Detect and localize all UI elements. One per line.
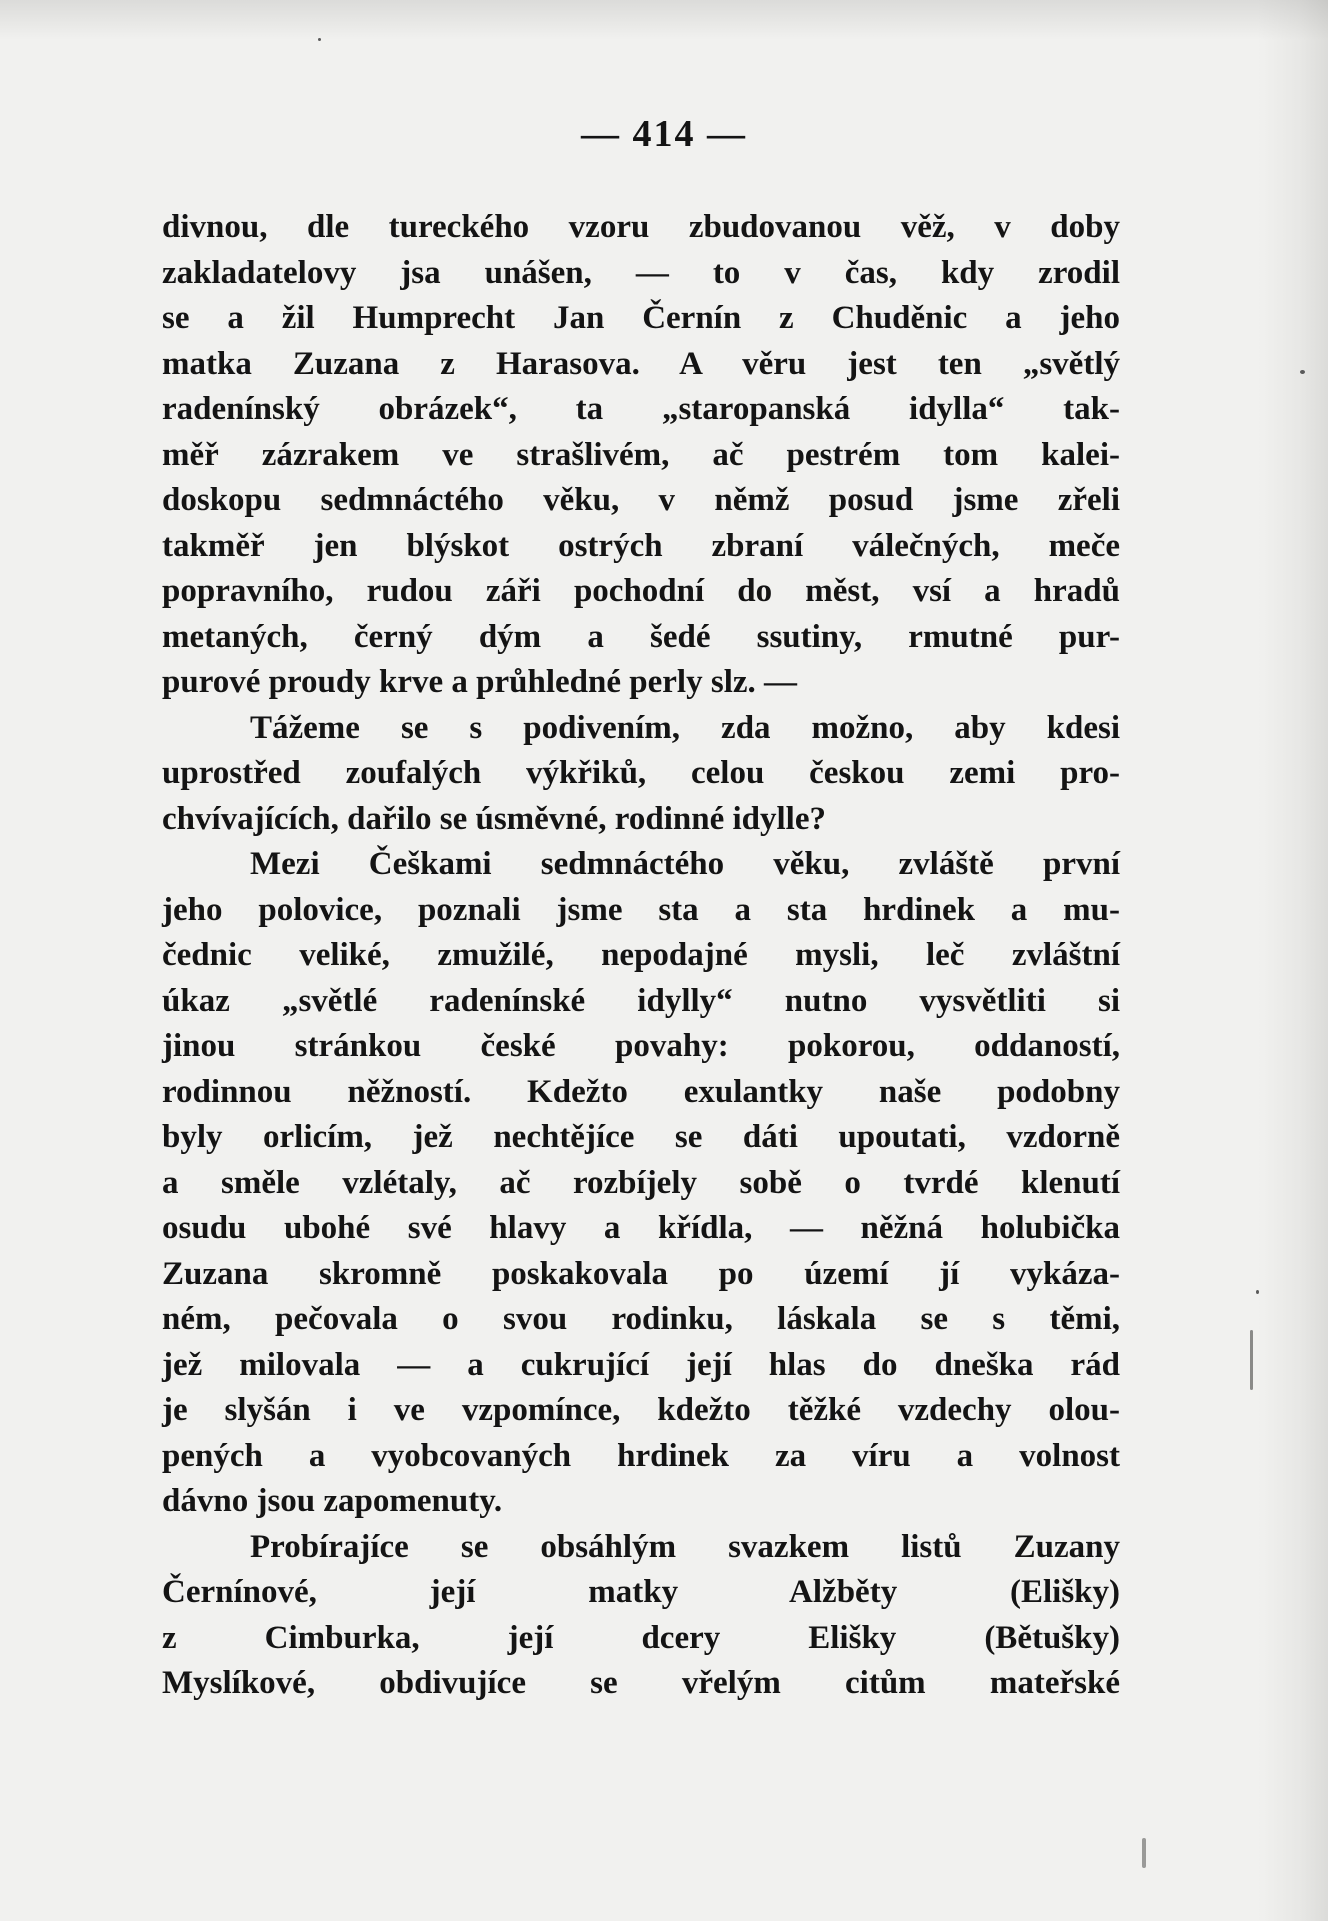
text-line: popravního, rudou záři pochodní do měst, vsí a hradů (162, 573, 1120, 609)
text-line: ném, pečovala o svou rodinku, láskala se s těmi, (162, 1301, 1120, 1337)
text-line: uprostřed zoufalých výkřiků, celou českou zemi pro- (162, 755, 1120, 791)
text-line: se a žil Humprecht Jan Černín z Chuděnic a jeho (162, 300, 1120, 336)
text-line: z Cimburka, její dcery Elišky (Bětušky) (162, 1619, 1120, 1656)
text-line: Černínové, její matky Alžběty (Elišky) (162, 1574, 1120, 1610)
text-line: matka Zuzana z Harasova. A věru jest ten „světlý (162, 345, 1120, 382)
text-line: metaných, černý dým a šedé ssutiny, rmutné pur- (162, 618, 1120, 655)
text-line: zakladatelovy jsa unášen, — to v čas, kdy zrodil (162, 254, 1120, 291)
page-number: — 414 — (581, 113, 747, 155)
text-line: radenínský obrázek“, ta „staropanská idylla“ tak- (162, 391, 1120, 427)
text-line: Myslíkové, obdivujíce se vřelým citům mateřské (162, 1665, 1120, 1701)
paragraph-first-line: Tážeme se s podivením, zda možno, aby kdesi (250, 709, 1120, 746)
scan-speck (1300, 370, 1305, 374)
text-line: doskopu sedmnáctého věku, v němž posud jsme zřeli (162, 482, 1120, 518)
text-line: byly orlicím, jež nechtějíce se dáti upoutati, vzdorně (162, 1119, 1120, 1155)
scan-top-shadow (0, 0, 1328, 40)
scan-speck (318, 38, 321, 41)
text-line: úkaz „světlé radenínské idylly“ nutno vysvětliti si (162, 982, 1120, 1019)
text-line: pených a vyobcovaných hrdinek za víru a volnost (162, 1437, 1120, 1474)
text-line: Zuzana skromně poskakovala po území jí vykáza- (162, 1255, 1120, 1292)
text-line: je slyšán i ve vzpomínce, kdežto těžké vzdechy olou- (162, 1392, 1120, 1428)
scan-speck (1256, 1290, 1259, 1294)
text-line: jež milovala — a cukrující její hlas do dneška rád (162, 1346, 1120, 1383)
text-line: takměř jen blýskot ostrých zbraní válečných, meče (162, 527, 1120, 564)
text-line: osudu ubohé své hlavy a křídla, — něžná holubička (162, 1210, 1120, 1246)
text-line: měř zázrakem ve strašlivém, ač pestrém tom kalei- (162, 436, 1120, 473)
page-spine-shadow (1258, 0, 1328, 1921)
scan-speck (1142, 1838, 1146, 1868)
text-line: dávno jsou zapomenuty. (162, 1483, 503, 1519)
text-line: chvívajících, dařilo se úsměvné, rodinné idylle? (162, 800, 826, 837)
paragraph-first-line: Probírajíce se obsáhlým svazkem listů Zuzany (250, 1528, 1120, 1565)
text-line: rodinnou něžností. Kdežto exulantky naše podobny (162, 1073, 1120, 1110)
text-line: purové proudy krve a průhledné perly slz. — (162, 664, 798, 700)
scan-speck (1250, 1330, 1253, 1390)
text-line: jeho polovice, poznali jsme sta a sta hrdinek a mu- (162, 891, 1120, 928)
paragraph-first-line: Mezi Češkami sedmnáctého věku, zvláště první (250, 846, 1120, 882)
text-line: jinou stránkou české povahy: pokorou, oddaností, (162, 1028, 1120, 1064)
text-line: čednic veliké, zmužilé, nepodajné mysli, leč zvláštní (162, 937, 1120, 973)
text-line: divnou, dle tureckého vzoru zbudovanou věž, v doby (162, 209, 1120, 245)
body-text (162, 205, 1120, 1707)
text-line: a směle vzlétaly, ač rozbíjely sobě o tvrdé klenutí (162, 1164, 1120, 1201)
